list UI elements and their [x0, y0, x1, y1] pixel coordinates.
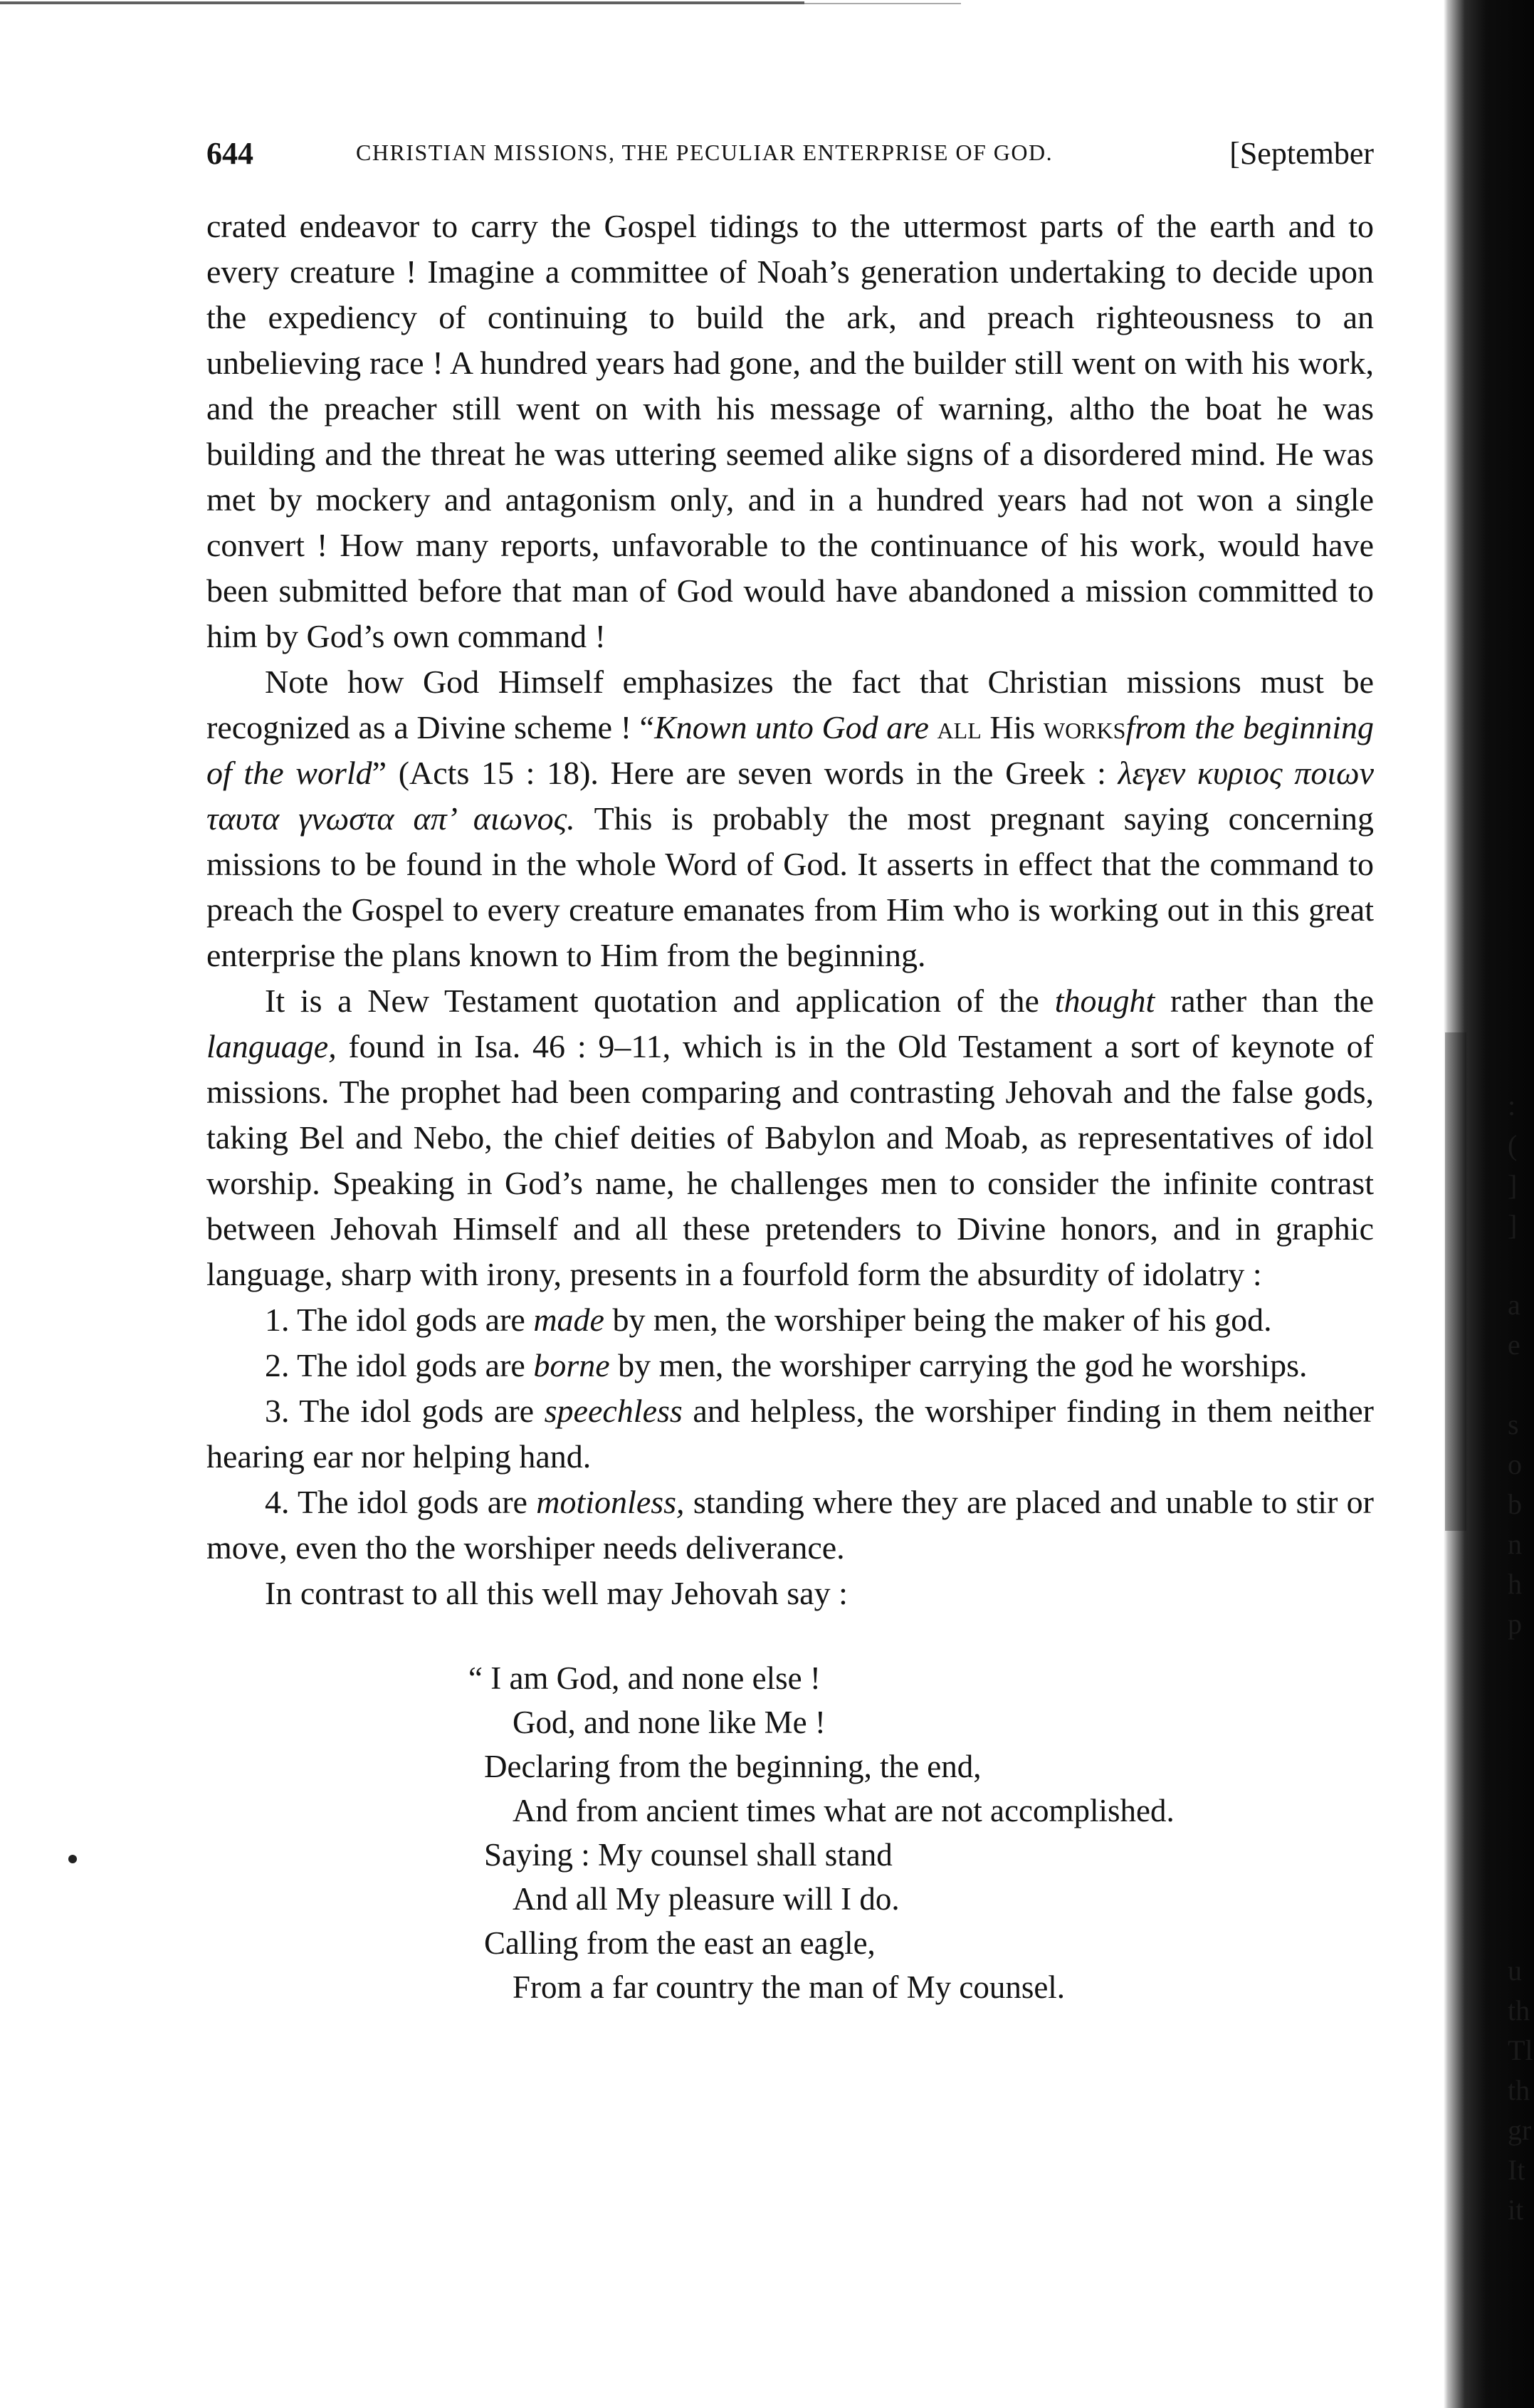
running-head: [206, 135, 1374, 185]
list-item-rest: standing where they are placed and unable to stir or move, even tho the worshiper needs deliverance.: [206, 1484, 1375, 1566]
top-scan-rule: [0, 1, 804, 4]
page-number: 644: [206, 136, 253, 171]
list-item-emphasis: made: [533, 1302, 604, 1338]
margin-fragment: h: [1508, 1568, 1522, 1600]
margin-fragment: [1508, 1245, 1534, 1285]
poem-line: And all My pleasure will I do.: [513, 1881, 900, 1917]
list-item: [206, 1480, 1374, 1571]
margin-fragment: Tl: [1508, 2034, 1533, 2066]
his-word: His: [989, 709, 1036, 745]
paragraph-3: [206, 978, 1374, 1297]
poem-line: And from ancient times what are not accomplished.: [513, 1793, 1175, 1828]
poem-line: Declaring from the beginning, the end,: [484, 1749, 982, 1784]
margin-fragment: [1508, 1365, 1534, 1405]
emphasis-language: language,: [206, 1028, 337, 1064]
margin-fragment: o: [1508, 1448, 1522, 1480]
list-item-lead: 3. The idol gods are: [265, 1393, 535, 1429]
small-caps-works: works: [1043, 709, 1126, 745]
poem: [206, 1656, 1374, 2009]
paragraph-4: In contrast to all this well may Jehovah say :: [265, 1575, 848, 1611]
margin-fragment: n: [1508, 1528, 1522, 1560]
top-scan-rule-faint: [804, 3, 961, 4]
margin-fragment: gr: [1508, 2114, 1532, 2146]
paragraph-2-text-a: Note how God Himself emphasizes the fact that Christian missions must be recognized as a Divine scheme !: [206, 664, 1374, 745]
ink-dot: [68, 1855, 77, 1863]
margin-fragment: p: [1508, 1608, 1522, 1640]
running-head-month: [September: [1229, 136, 1374, 171]
greek-text: λεγεν κυριος ποιων ταυτα γνωστα απ’ αιωνος.: [206, 755, 1375, 837]
quote-open: “: [639, 709, 655, 745]
running-title: CHRISTIAN MISSIONS, THE PECULIAR ENTERPRISE OF GOD.: [356, 140, 1054, 165]
margin-fragment: b: [1508, 1488, 1522, 1520]
list-item-emphasis: speechless: [544, 1393, 683, 1429]
margin-fragment: th: [1508, 2074, 1530, 2106]
list-item-rest: and helpless, the worshiper finding in them neither hearing ear nor helping hand.: [206, 1393, 1374, 1475]
margin-fragment: It: [1508, 2154, 1525, 2186]
margin-fragment: a: [1508, 1289, 1520, 1321]
margin-fragment: s: [1508, 1408, 1519, 1440]
poem-line: Saying : My counsel shall stand: [484, 1837, 893, 1873]
margin-fragment: :: [1508, 1089, 1516, 1121]
list-item-lead: 2. The idol gods are: [265, 1347, 525, 1383]
facing-page-margin-upper: [1508, 1086, 1534, 1644]
list-item-emphasis: motionless,: [536, 1484, 685, 1520]
margin-fragment: th: [1508, 1994, 1530, 2026]
margin-fragment: u: [1508, 1954, 1522, 1986]
margin-fragment: it: [1508, 2194, 1524, 2226]
small-caps-all: all: [937, 709, 982, 745]
spine-shading: [1445, 1032, 1466, 1531]
margin-fragment: e: [1508, 1329, 1520, 1361]
list-item: [206, 1297, 1374, 1343]
list-item-emphasis: borne: [533, 1347, 610, 1383]
paragraph-2-text-b: This is probably the most pregnant saying concerning missions to be found in the whole Word of God. It asserts in effect that the command to preach the Gospel to every creature emanates from Him who is working out in this great enterprise the plans known to Him from the beginning.: [206, 800, 1375, 973]
citation: ” (Acts 15 : 18). Here are seven words in the Greek :: [372, 755, 1106, 791]
scripture-quote-end: from the beginning of the world: [206, 709, 1375, 791]
emphasis-thought: thought: [1054, 983, 1155, 1019]
list-item-lead: 4. The idol gods are: [265, 1484, 527, 1520]
margin-fragment: (: [1508, 1129, 1518, 1161]
list-item: [206, 1388, 1374, 1480]
list-item-rest: by men, the worshiper carrying the god he worships.: [618, 1347, 1308, 1383]
poem-line: God, and none like Me !: [513, 1705, 826, 1740]
paragraph-1: crated endeavor to carry the Gospel tidings to the uttermost parts of the earth and to every creature ! Imagine a committee of Noah’s generation undertaking to decide upon the expediency of continuing to build the ark, and preach righteousness to an unbelieving race ! A hundred years had gone, and the builder still went on with his work, and the preacher still went on with his message of warning, altho the boat he was building and the threat he was uttering seemed alike signs of a disordered mind. He was met by mockery and antagonism only, and in a hundred years had not won a single convert ! How many reports, unfavorable to the continuance of his work, would have been submitted before that man of God would have abandoned a mission committed to him by God’s own command !: [206, 208, 1374, 654]
facing-page-margin-lower: [1508, 1951, 1534, 2230]
paragraph-3-text-c: found in Isa. 46 : 9–11, which is in the Old Testament a sort of keynote of missions. The prophet had been comparing and contrasting Jehovah and the false gods, taking Bel and Nebo, the chief deities of Babylon and Moab, as representatives of idol worship. Speaking in God’s name, he challenges men to consider the infinite contrast between Jehovah Himself and all these pretenders to Divine honors, and in graphic language, sharp with irony, presents in a fourfold form the absurdity of idolatry :: [206, 1028, 1374, 1292]
body-text: [206, 204, 1374, 1616]
poem-line: “ I am God, and none else !: [468, 1660, 821, 1696]
paragraph-3-text-a: It is a New Testament quotation and application of the: [265, 983, 1039, 1019]
paragraph-3-text-b: rather than the: [1170, 983, 1375, 1019]
poem-line: Calling from the east an eagle,: [484, 1925, 876, 1961]
margin-fragment: ]: [1508, 1169, 1518, 1201]
scripture-quote: Known unto God are: [654, 709, 929, 745]
page: [206, 135, 1374, 2009]
list-item-rest: by men, the worshiper being the maker of his god.: [612, 1302, 1272, 1338]
margin-fragment: ]: [1508, 1209, 1518, 1241]
poem-line: From a far country the man of My counsel.: [513, 1969, 1066, 2005]
list-item: [206, 1343, 1374, 1388]
list-item-lead: 1. The idol gods are: [265, 1302, 525, 1338]
paragraph-2: [206, 659, 1374, 978]
